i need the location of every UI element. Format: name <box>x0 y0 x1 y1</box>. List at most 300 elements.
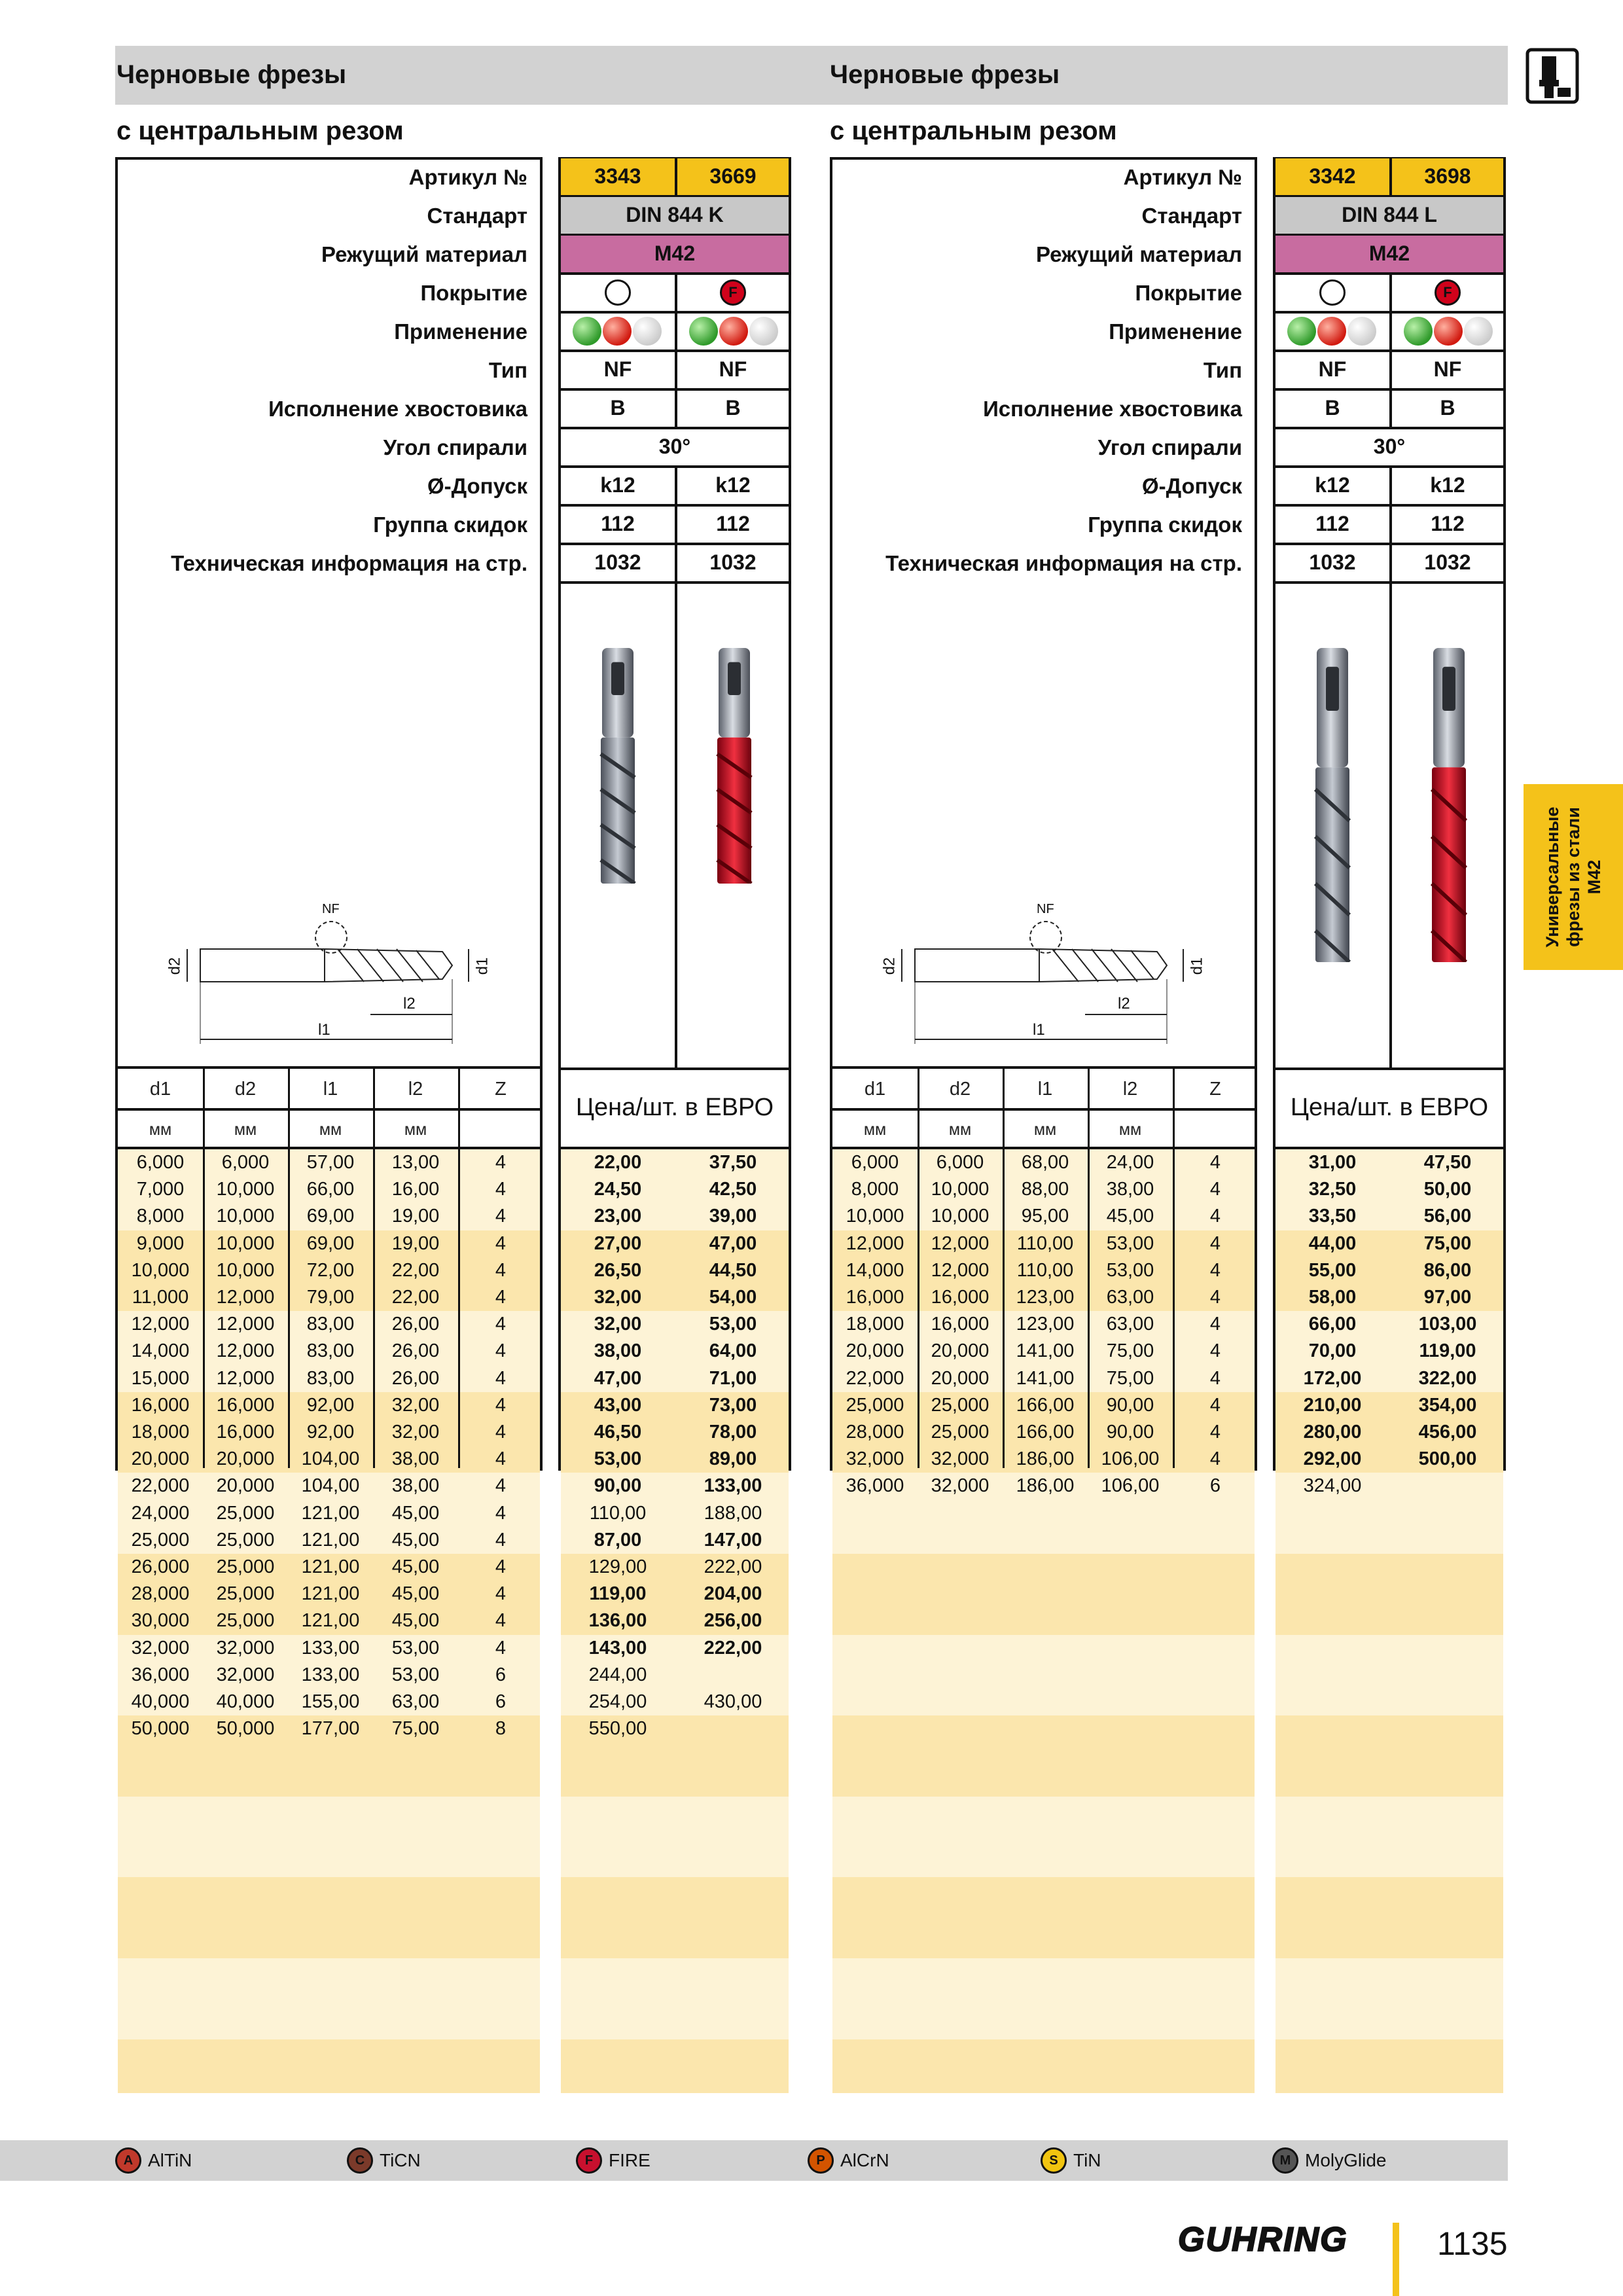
right-row-bg <box>832 2066 1255 2094</box>
right-price-3698: 322,00 <box>1418 1367 1477 1389</box>
left-price-3343: 46,50 <box>594 1422 642 1443</box>
left-price-3669 <box>677 1715 789 1742</box>
empty-circle-icon <box>605 279 631 306</box>
right-cell-z: 4 <box>1209 1314 1221 1335</box>
right-price-row-bg <box>1275 1635 1503 1662</box>
left-discount-1: 112 <box>716 512 750 535</box>
left-row-bg <box>118 1985 540 2013</box>
left-price-3343: 32,00 <box>594 1287 642 1308</box>
left-cell-z: 4 <box>495 1340 507 1362</box>
right-cell-z: 4 <box>1209 1367 1221 1389</box>
right-label-5: Тип <box>1203 358 1242 382</box>
left-price-3669: 42,50 <box>709 1179 757 1200</box>
left-price-row-bg <box>561 2039 789 2067</box>
left-cell-l2: 53,00 <box>391 1664 440 1685</box>
left-price-3343: 244,00 <box>588 1664 647 1685</box>
right-cell-l2: 24,00 <box>1106 1152 1154 1173</box>
left-cell-z: 4 <box>495 1475 507 1497</box>
right-price-3698: 86,00 <box>1423 1259 1472 1281</box>
legend-item-1 <box>347 2144 421 2177</box>
right-row-bg <box>832 1770 1255 1797</box>
left-cell-l1: 121,00 <box>301 1610 360 1632</box>
left-label-7: Угол спирали <box>383 435 527 459</box>
right-row-bg <box>832 1905 1255 1932</box>
right-type-1: NF <box>1433 357 1462 381</box>
left-cell-d2: 10,000 <box>216 1206 275 1227</box>
left-cell-z: 4 <box>495 1529 507 1551</box>
left-cell-z: 4 <box>495 1206 507 1227</box>
left-cell-l2: 19,00 <box>391 1232 440 1254</box>
left-cell-d1: 28,000 <box>131 1583 190 1605</box>
left-price-3343: 27,00 <box>594 1232 642 1254</box>
right-tool-drawing <box>869 897 1236 1054</box>
left-cell-l2: 38,00 <box>391 1448 440 1470</box>
green-ball-icon <box>689 317 718 346</box>
left-cell-d1: 26,000 <box>131 1556 190 1577</box>
left-cell-l2: 26,00 <box>391 1314 440 1335</box>
right-price-3698: 97,00 <box>1423 1287 1472 1308</box>
left-tech_page-0: 1032 <box>594 550 641 574</box>
left-cell-d2: 25,000 <box>216 1502 275 1524</box>
left-price-3343: 32,00 <box>594 1314 642 1335</box>
right-cell-l1: 141,00 <box>1016 1340 1075 1362</box>
left-cell-z: 4 <box>495 1232 507 1254</box>
right-col-sep <box>1389 351 1392 390</box>
left-cell-z: 4 <box>495 1179 507 1200</box>
right-col-sep <box>1389 506 1392 545</box>
left-application-0 <box>561 313 673 350</box>
left-cell-l1: 104,00 <box>301 1475 360 1497</box>
right-cell-d2: 12,000 <box>931 1259 990 1281</box>
right-price-3342: 324,00 <box>1303 1475 1362 1497</box>
right-cell-l1: 95,00 <box>1021 1206 1069 1227</box>
left-label-4: Применение <box>394 319 527 344</box>
right-col-sep <box>1389 158 1392 197</box>
legend-item-2 <box>576 2144 651 2177</box>
left-price-3343: 90,00 <box>594 1475 642 1497</box>
right-type-0: NF <box>1318 357 1347 381</box>
right-discount-0: 112 <box>1315 512 1349 535</box>
right-row-bg <box>832 1958 1255 1986</box>
right-helix: 30° <box>1373 435 1406 458</box>
left-col-header-d2: d2 <box>234 1079 257 1100</box>
right-cell-l2: 106,00 <box>1101 1448 1160 1470</box>
left-cell-l2: 22,00 <box>391 1259 440 1281</box>
left-unit-2: мм <box>319 1121 342 1139</box>
right-price-3342: 70,00 <box>1308 1340 1357 1362</box>
left-cell-d2: 16,000 <box>216 1422 275 1443</box>
right-row-bg <box>832 1823 1255 1851</box>
left-price-3669: 73,00 <box>709 1394 757 1416</box>
right-unit-3: мм <box>1118 1121 1142 1139</box>
left-cell-z: 6 <box>495 1664 507 1685</box>
left-unit-3: мм <box>404 1121 427 1139</box>
right-price-header: Цена/шт. в ЕВРО <box>1290 1094 1489 1121</box>
right-cell-d1: 12,000 <box>846 1232 904 1254</box>
left-row-bg <box>118 1797 540 1824</box>
left-cell-d1: 36,000 <box>131 1664 190 1685</box>
fire-coating-icon: F <box>720 279 746 306</box>
left-cell-l1: 69,00 <box>306 1232 355 1254</box>
left-price-3669: 37,50 <box>709 1152 757 1173</box>
right-cell-l2: 90,00 <box>1106 1422 1154 1443</box>
left-cell-l1: 83,00 <box>306 1367 355 1389</box>
left-price-3669: 78,00 <box>709 1422 757 1443</box>
left-coating-fire <box>677 274 789 311</box>
right-cell-d2: 32,000 <box>931 1448 990 1470</box>
left-shank-0: B <box>610 396 626 420</box>
left-cell-d1: 40,000 <box>131 1691 190 1712</box>
right-cell-d2: 25,000 <box>931 1394 990 1416</box>
right-cell-z: 4 <box>1209 1206 1221 1227</box>
left-cell-z: 4 <box>495 1367 507 1389</box>
right-price-3342: 31,00 <box>1308 1152 1357 1173</box>
left-cell-z: 4 <box>495 1502 507 1524</box>
legend-label: TiN <box>1073 2150 1101 2170</box>
left-row-bg <box>118 1877 540 1905</box>
page-title-left: Черновые фрезы <box>116 60 347 89</box>
right-row-bg <box>832 1850 1255 1878</box>
left-tool-drawing <box>154 897 521 1054</box>
brand-name: GUHRING <box>1178 2221 1348 2259</box>
left-price-3669: 89,00 <box>709 1448 757 1470</box>
right-label-6: Исполнение хвостовика <box>983 397 1242 421</box>
left-cell-l2: 45,00 <box>391 1583 440 1605</box>
right-drawing-label-l2: l2 <box>1118 995 1130 1013</box>
right-price-3698: 56,00 <box>1423 1206 1472 1227</box>
left-cell-l2: 63,00 <box>391 1691 440 1712</box>
left-price-3343: 143,00 <box>588 1637 647 1659</box>
right-price-row-bg <box>1275 2012 1503 2039</box>
right-price-row-bg <box>1275 1527 1503 1554</box>
right-coating-none <box>1275 274 1389 311</box>
left-cell-l2: 26,00 <box>391 1340 440 1362</box>
white-ball-icon <box>1464 317 1493 346</box>
right-tolerance-0: k12 <box>1315 473 1350 497</box>
right-row-bg <box>832 1500 1255 1528</box>
right-cell-z: 4 <box>1209 1422 1221 1443</box>
left-col-header-d1: d1 <box>149 1079 171 1100</box>
left-cell-z: 4 <box>495 1152 507 1173</box>
left-price-3669: 222,00 <box>704 1637 762 1659</box>
left-label-5: Тип <box>488 358 527 382</box>
left-cell-d1: 16,000 <box>131 1394 190 1416</box>
left-cell-z: 4 <box>495 1583 507 1605</box>
right-cell-z: 4 <box>1209 1232 1221 1254</box>
right-row-bg <box>832 2039 1255 2067</box>
right-cell-l1: 110,00 <box>1016 1259 1074 1281</box>
left-price-3669: 71,00 <box>709 1367 757 1389</box>
left-unit-0: мм <box>149 1121 172 1139</box>
left-price-3343: 38,00 <box>594 1340 642 1362</box>
white-ball-icon <box>1347 317 1376 346</box>
left-cell-l1: 92,00 <box>306 1394 355 1416</box>
left-price-3669: 53,00 <box>709 1314 757 1335</box>
left-cell-l2: 26,00 <box>391 1367 440 1389</box>
left-price-3669: 133,00 <box>704 1475 762 1497</box>
right-application-1 <box>1392 313 1505 350</box>
left-price-row-bg <box>561 2066 789 2094</box>
left-cell-l2: 19,00 <box>391 1206 440 1227</box>
left-row-bg <box>118 2066 540 2094</box>
right-price-3342: 55,00 <box>1308 1259 1357 1281</box>
left-cell-l1: 83,00 <box>306 1314 355 1335</box>
left-row-bg <box>118 1931 540 1959</box>
left-type-1: NF <box>719 357 747 381</box>
right-row-bg <box>832 1527 1255 1554</box>
right-cell-z: 4 <box>1209 1259 1221 1281</box>
left-label-0: Артикул № <box>408 165 527 189</box>
page-number: 1135 <box>1437 2225 1508 2262</box>
white-ball-icon <box>749 317 778 346</box>
right-price-3342: 292,00 <box>1303 1448 1362 1470</box>
side-tab-line-3: M42 <box>1584 859 1604 895</box>
right-row-bg <box>832 1607 1255 1635</box>
right-cell-l2: 45,00 <box>1106 1206 1154 1227</box>
left-drawing-label-l2: l2 <box>403 995 416 1013</box>
right-drawing-label-l1: l1 <box>1033 1021 1045 1039</box>
left-price-3669 <box>677 1662 789 1689</box>
right-col-sep <box>1389 313 1392 351</box>
left-tolerance-0: k12 <box>600 473 635 497</box>
right-price-3342: 44,00 <box>1308 1232 1357 1254</box>
fire-coating-icon: F <box>1435 279 1461 306</box>
left-tolerance-1: k12 <box>715 473 751 497</box>
right-price-3698: 500,00 <box>1418 1448 1477 1470</box>
left-price-3669: 44,50 <box>709 1259 757 1281</box>
left-cell-d1: 12,000 <box>131 1314 190 1335</box>
left-tool-image-0 <box>597 648 639 884</box>
right-price-row-bg <box>1275 1581 1503 1608</box>
right-cell-d1: 14,000 <box>846 1259 904 1281</box>
left-cell-z: 4 <box>495 1259 507 1281</box>
left-price-row-bg <box>561 1958 789 1986</box>
left-price-3343: 22,00 <box>594 1152 642 1173</box>
right-label-2: Режущий материал <box>1035 242 1242 266</box>
coating-fire-icon: F <box>576 2147 602 2174</box>
left-cell-l2: 45,00 <box>391 1529 440 1551</box>
left-cell-z: 4 <box>495 1556 507 1577</box>
left-price-3669: 430,00 <box>704 1691 762 1712</box>
right-cell-l2: 75,00 <box>1106 1367 1154 1389</box>
left-shank-1: B <box>725 396 741 420</box>
left-drawing-label-nf: NF <box>322 902 340 916</box>
left-row-bg <box>118 2012 540 2039</box>
legend-label: AlTiN <box>148 2150 192 2170</box>
left-cell-d2: 6,000 <box>221 1152 270 1173</box>
right-shank-1: B <box>1440 396 1455 420</box>
left-cell-z: 6 <box>495 1691 507 1712</box>
left-cell-d2: 40,000 <box>216 1691 275 1712</box>
right-standard: DIN 844 L <box>1275 197 1503 234</box>
left-cell-l2: 16,00 <box>391 1179 440 1200</box>
left-cell-l1: 79,00 <box>306 1287 355 1308</box>
left-price-row-bg <box>561 1742 789 1770</box>
legend-label: MolyGlide <box>1305 2150 1387 2170</box>
left-label-9: Группа скидок <box>373 512 527 537</box>
left-article-1: 3669 <box>677 158 789 195</box>
left-col-sep <box>675 545 677 583</box>
left-col-header-l2: l2 <box>408 1079 423 1100</box>
right-cell-z: 4 <box>1209 1394 1221 1416</box>
left-cell-d1: 11,000 <box>132 1287 189 1308</box>
right-price-row-bg <box>1275 1823 1503 1851</box>
left-price-row-bg <box>561 1905 789 1932</box>
right-unit-1: мм <box>948 1121 972 1139</box>
left-price-3343: 47,00 <box>594 1367 642 1389</box>
right-cell-l1: 166,00 <box>1016 1394 1075 1416</box>
left-cell-d1: 20,000 <box>131 1448 190 1470</box>
coating-alcrn-icon: P <box>808 2147 834 2174</box>
right-cell-l1: 110,00 <box>1016 1232 1074 1254</box>
left-price-3343: 254,00 <box>588 1691 647 1712</box>
left-price-3343: 53,00 <box>594 1448 642 1470</box>
right-price-row-bg <box>1275 1958 1503 1986</box>
right-tool-image-0 <box>1311 648 1353 962</box>
left-col-sep <box>675 390 677 429</box>
left-cell-d1: 10,000 <box>131 1259 190 1281</box>
legend-item-5 <box>1272 2144 1386 2177</box>
right-cell-l2: 90,00 <box>1106 1394 1154 1416</box>
right-row-bg <box>832 1662 1255 1689</box>
right-cell-l2: 53,00 <box>1106 1232 1154 1254</box>
right-row-bg <box>832 1635 1255 1662</box>
left-price-3343: 110,00 <box>589 1502 647 1524</box>
left-price-3343: 136,00 <box>588 1610 647 1632</box>
right-label-0: Артикул № <box>1123 165 1242 189</box>
right-cell-d1: 25,000 <box>846 1394 904 1416</box>
right-row-bg <box>832 1581 1255 1608</box>
left-cell-d1: 6,000 <box>136 1152 185 1173</box>
left-cell-d1: 50,000 <box>131 1718 190 1740</box>
legend-item-0 <box>115 2144 192 2177</box>
right-price-row-bg <box>1275 2039 1503 2067</box>
catalog-book-icon <box>1525 47 1580 105</box>
left-col-header-l1: l1 <box>323 1079 338 1100</box>
red-ball-icon <box>719 317 748 346</box>
right-col-header-d1: d1 <box>864 1079 886 1100</box>
right-cell-l1: 186,00 <box>1016 1475 1075 1497</box>
left-image-col-sep <box>675 583 677 1070</box>
right-cell-d1: 20,000 <box>846 1340 904 1362</box>
right-article-0: 3342 <box>1275 158 1389 195</box>
left-cell-d2: 32,000 <box>216 1664 275 1685</box>
left-price-row-bg <box>561 1931 789 1959</box>
right-cell-l1: 88,00 <box>1021 1179 1069 1200</box>
right-price-row-bg <box>1275 1770 1503 1797</box>
right-price-3342: 280,00 <box>1303 1422 1362 1443</box>
left-cell-z: 4 <box>495 1448 507 1470</box>
left-col-sep <box>675 313 677 351</box>
left-price-3669: 222,00 <box>704 1556 762 1577</box>
left-cell-z: 4 <box>495 1610 507 1632</box>
right-dim-header-line <box>830 1108 1257 1111</box>
left-row-bg <box>118 1850 540 1878</box>
left-cell-d1: 7,000 <box>136 1179 185 1200</box>
right-cell-l2: 53,00 <box>1106 1259 1154 1281</box>
right-price-row-bg <box>1275 2066 1503 2094</box>
right-col-sep <box>1389 545 1392 583</box>
left-cell-z: 4 <box>495 1422 507 1443</box>
right-drawing-label-nf: NF <box>1037 902 1054 916</box>
right-material: M42 <box>1275 236 1503 272</box>
right-label-9: Группа скидок <box>1088 512 1242 537</box>
right-price-3342: 210,00 <box>1303 1394 1362 1416</box>
right-col-header-Z: Z <box>1209 1079 1221 1100</box>
left-cell-d1: 8,000 <box>136 1206 185 1227</box>
right-price-3342: 33,50 <box>1308 1206 1357 1227</box>
left-dim-header-line <box>115 1108 543 1111</box>
left-col-sep <box>675 351 677 390</box>
right-price-row-bg <box>1275 1742 1503 1770</box>
right-price-row-bg <box>1275 1500 1503 1528</box>
right-price-3342: 58,00 <box>1308 1287 1357 1308</box>
right-cell-z: 4 <box>1209 1340 1221 1362</box>
right-unit-2: мм <box>1033 1121 1057 1139</box>
right-label-7: Угол спирали <box>1097 435 1242 459</box>
left-cell-z: 4 <box>495 1394 507 1416</box>
left-row-bg <box>118 1958 540 1986</box>
left-cell-l2: 53,00 <box>391 1637 440 1659</box>
left-cell-l1: 121,00 <box>301 1556 360 1577</box>
right-cell-d1: 22,000 <box>846 1367 904 1389</box>
right-price-3698 <box>1392 1473 1503 1499</box>
coating-molyglide-icon: M <box>1272 2147 1298 2174</box>
left-price-row-bg <box>561 1850 789 1878</box>
right-price-row-bg <box>1275 1715 1503 1743</box>
red-ball-icon <box>1434 317 1463 346</box>
red-ball-icon <box>1317 317 1346 346</box>
left-col-sep <box>675 467 677 506</box>
right-col-sep <box>1389 274 1392 313</box>
left-price-header: Цена/шт. в ЕВРО <box>575 1094 774 1121</box>
right-tolerance-1: k12 <box>1430 473 1465 497</box>
left-cell-d2: 12,000 <box>216 1287 275 1308</box>
left-col-sep <box>675 274 677 313</box>
left-cell-l2: 45,00 <box>391 1556 440 1577</box>
right-cell-d1: 32,000 <box>846 1448 904 1470</box>
right-cell-l2: 75,00 <box>1106 1340 1154 1362</box>
right-tech_page-1: 1032 <box>1424 550 1471 574</box>
left-drawing-label-d1: d1 <box>473 957 491 975</box>
legend-label: TiCN <box>380 2150 421 2170</box>
right-cell-d2: 20,000 <box>931 1367 990 1389</box>
right-cell-d2: 16,000 <box>931 1287 990 1308</box>
left-cell-d2: 10,000 <box>216 1259 275 1281</box>
left-cell-d2: 25,000 <box>216 1556 275 1577</box>
coating-ticn-icon: C <box>347 2147 373 2174</box>
left-cell-d1: 24,000 <box>131 1502 190 1524</box>
left-label-6: Исполнение хвостовика <box>268 397 527 421</box>
left-price-row-bg <box>561 1823 789 1851</box>
coating-tin-icon: S <box>1041 2147 1067 2174</box>
left-cell-l2: 22,00 <box>391 1287 440 1308</box>
right-cell-z: 4 <box>1209 1179 1221 1200</box>
right-row-bg <box>832 2012 1255 2039</box>
right-cell-z: 6 <box>1209 1475 1221 1497</box>
right-cell-z: 4 <box>1209 1448 1221 1470</box>
footer-divider <box>1393 2223 1399 2296</box>
left-tool-image-1 <box>713 648 755 884</box>
left-row-bg <box>118 1823 540 1851</box>
right-cell-d1: 18,000 <box>846 1314 904 1335</box>
right-cell-l1: 186,00 <box>1016 1448 1075 1470</box>
left-type-0: NF <box>603 357 632 381</box>
subtitle-right: с центральным резом <box>830 117 1117 145</box>
left-label-8: Ø-Допуск <box>427 474 527 498</box>
green-ball-icon <box>1404 317 1433 346</box>
left-cell-l1: 92,00 <box>306 1422 355 1443</box>
